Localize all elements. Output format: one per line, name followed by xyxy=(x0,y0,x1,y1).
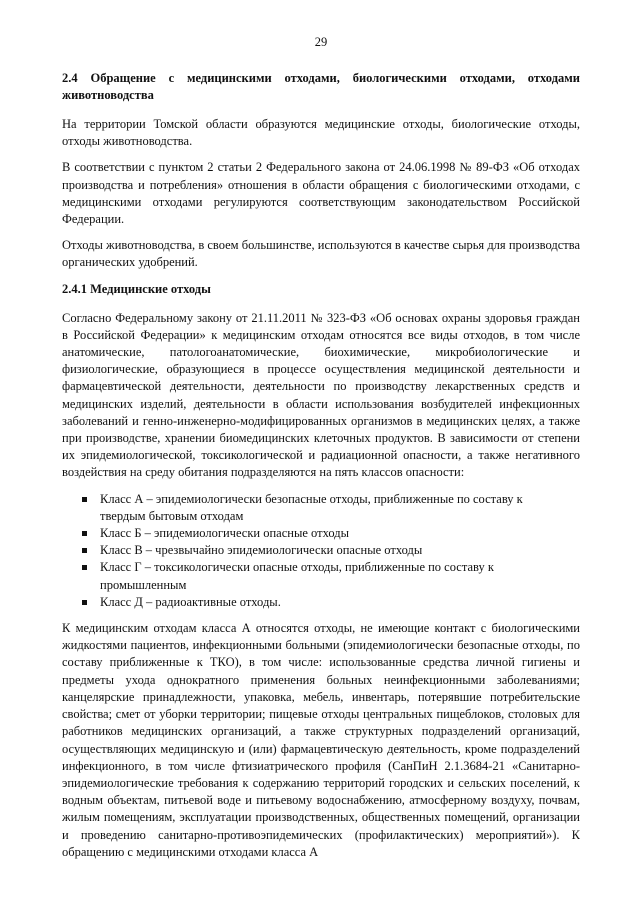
list-item-text: Класс Д – радиоактивные отходы. xyxy=(100,594,281,609)
bullet-icon xyxy=(82,565,87,570)
list-item-text: Класс Г – токсикологически опасные отходы, приближенные по составу к промышленным xyxy=(100,560,494,592)
paragraph-class-a: К медицинским отходам класса А относятся отходы, не имеющие контакт с биологическими жидкостями пациентов, инфекционными больными (эпидемиологически безопасные отходы, по составу приближенные к ТКО), в том числе: использованные средства личной гигиены и предметы ухода однократного применения больных неинфекционными заболеваниями; канцелярские принадлежности, упаковка, мебель, инвентарь, потерявшие потребительские свойства; смет от уборки территории; пищевые отходы центральных пищеблоков, столовых для работников медицинских организаций, а также структурных подразделений организаций, осуществляющих медицинскую и (или) фармацевтическую деятельность, кроме подразделений инфекционного, в том числе фтизиатрического профиля (СанПиН 2.1.3684-21 «Санитарно-эпидемиологические требования к содержанию территорий городских и сельских поселений, к водным объектам, питьевой воде и питьевому водоснабжению, атмосферному воздуху, почвам, жилым помещениям, эксплуатации производственных, общественных помещений, организации и проведению санитарно-противоэпидемических (профилактических) мероприятий»). К обращению с медицинскими отходами класса А xyxy=(62,621,580,859)
page-number: 29 xyxy=(314,35,328,49)
list-item xyxy=(62,542,580,559)
list-item xyxy=(62,525,580,542)
subsection-heading: 2.4.1 Медицинские отходы xyxy=(62,281,211,296)
hazard-class-list xyxy=(62,491,580,611)
list-item xyxy=(62,559,580,593)
bullet-icon xyxy=(82,531,87,536)
bullet-icon xyxy=(82,548,87,553)
paragraph-medical-waste-law: Согласно Федеральному закону от 21.11.2011 № 323-ФЗ «Об основах охраны здоровья граждан в Российской Федерации» к медицинским отходам относятся все виды отходов, в том числе анатомические, патологоанатомические, биохимические, микробиологические и физиологические, образующиеся в процессе осуществления медицинской деятельности и фармацевтической деятельности, деятельности по производству лекарственных средств и медицинских изделий, деятельности в области использования возбудителей инфекционных заболеваний и генно-инженерно-модифицированных организмов в медицинских целях, а также при производстве, хранении биомедицинских клеточных продуктов. В зависимости от степени их эпидемиологической, токсикологической и радиационной опасности, а также негативного воздействия на среду обитания подразделяются на пять классов опасности: xyxy=(62,310,580,480)
list-item-text: Класс В – чрезвычайно эпидемиологически опасные отходы xyxy=(100,543,423,558)
list-item xyxy=(62,491,580,525)
section-heading: 2.4 Обращение с медицинскими отходами, биологическими отходами, отходами животноводства xyxy=(62,71,580,102)
bullet-icon xyxy=(82,600,87,605)
document-page xyxy=(62,34,580,870)
list-item-text: Класс А – эпидемиологически безопасные отходы, приближенные по составу к твердым бытовым отходам xyxy=(100,491,523,523)
paragraph-intro-law: В соответствии с пунктом 2 статьи 2 Федерального закона от 24.06.1998 № 89-ФЗ «Об отходах производства и потребления» отношения в области обращения с биологическими отходами, с медицинскими отходами регулируются соответствующим законодательством Российской Федерации. xyxy=(62,160,580,227)
list-item xyxy=(62,594,580,611)
bullet-icon xyxy=(82,497,87,502)
list-item-text: Класс Б – эпидемиологически опасные отходы xyxy=(100,526,350,541)
paragraph-intro-livestock: Отходы животноводства, в своем большинстве, используются в качестве сырья для производства органических удобрений. xyxy=(62,238,580,270)
paragraph-intro-territory: На территории Томской области образуются медицинские отходы, биологические отходы, отходы животноводства. xyxy=(62,117,580,149)
